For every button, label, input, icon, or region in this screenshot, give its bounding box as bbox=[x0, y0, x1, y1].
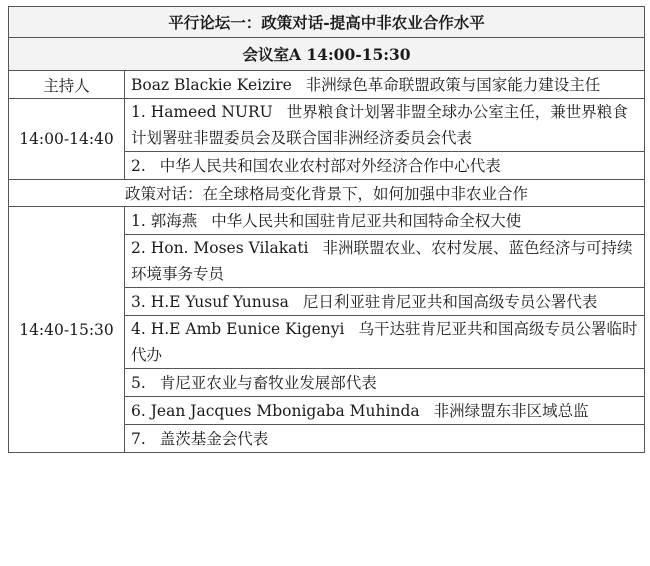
speaker-cell bbox=[125, 397, 645, 425]
speaker-role: 中华人民共和国农业农村部对外经济合作中心代表 bbox=[159, 156, 501, 175]
speaker-cell bbox=[125, 316, 645, 369]
speaker-cell bbox=[125, 152, 645, 180]
forum-title-row bbox=[9, 7, 645, 38]
speaker-name: 1. 郭海燕 bbox=[131, 211, 198, 230]
speaker-role: 非洲联盟农业、农村发展、蓝色经济与可持续环境事务专员 bbox=[131, 239, 633, 283]
speaker-cell bbox=[125, 288, 645, 316]
speaker-name: 6. Jean Jacques Mbonigaba Muhinda bbox=[131, 401, 420, 420]
speaker-role: 肯尼亚农业与畜牧业发展部代表 bbox=[159, 373, 377, 392]
speaker-name: 7. bbox=[131, 429, 146, 448]
host-label: 主持人 bbox=[9, 71, 125, 99]
host-row bbox=[9, 71, 645, 99]
agenda-table bbox=[8, 6, 645, 453]
dialogue-title: 政策对话：在全球格局变化背景下，如何加强中非农业合作 bbox=[9, 180, 645, 207]
speaker-name: 2. Hon. Moses Vilakati bbox=[131, 239, 309, 257]
speaker-role: 中华人民共和国驻肯尼亚共和国特命全权大使 bbox=[211, 211, 522, 230]
speaker-role: 世界粮食计划署非盟全球办公室主任，兼世界粮食计划署驻非盟委员会及联合国非洲经济委员会代表 bbox=[131, 103, 628, 147]
speaker-cell bbox=[125, 99, 645, 152]
host-name: Boaz Blackie Keizire bbox=[131, 75, 292, 94]
speaker-name: 5. bbox=[131, 373, 146, 392]
speaker-role: 非洲绿盟东非区域总监 bbox=[433, 401, 589, 420]
speaker-role: 乌干达驻肯尼亚共和国高级专员公署临时代办 bbox=[131, 320, 638, 364]
session1-speaker-row bbox=[9, 99, 645, 152]
host-cell bbox=[125, 71, 645, 99]
speaker-role: 盖茨基金会代表 bbox=[159, 429, 269, 448]
host-role: 非洲绿色革命联盟政策与国家能力建设主任 bbox=[305, 75, 601, 94]
dialogue-row bbox=[9, 180, 645, 207]
session2-speaker-row bbox=[9, 207, 645, 235]
speaker-cell bbox=[125, 207, 645, 235]
speaker-name: 2. bbox=[131, 156, 146, 175]
forum-title: 平行论坛一：政策对话-提高中非农业合作水平 bbox=[9, 7, 645, 38]
speaker-name: 3. H.E Yusuf Yunusa bbox=[131, 292, 289, 311]
speaker-role: 尼日利亚驻肯尼亚共和国高级专员公署代表 bbox=[302, 292, 598, 311]
session1-time: 14:00-14:40 bbox=[9, 99, 125, 180]
speaker-cell bbox=[125, 425, 645, 453]
room-time: 会议室A 14:00-15:30 bbox=[9, 38, 645, 71]
session2-time: 14:40-15:30 bbox=[9, 207, 125, 453]
speaker-cell bbox=[125, 235, 645, 288]
speaker-name: 4. H.E Amb Eunice Kigenyi bbox=[131, 320, 345, 338]
speaker-name: 1. Hameed NURU bbox=[131, 103, 273, 121]
speaker-cell bbox=[125, 369, 645, 397]
room-time-row bbox=[9, 38, 645, 71]
